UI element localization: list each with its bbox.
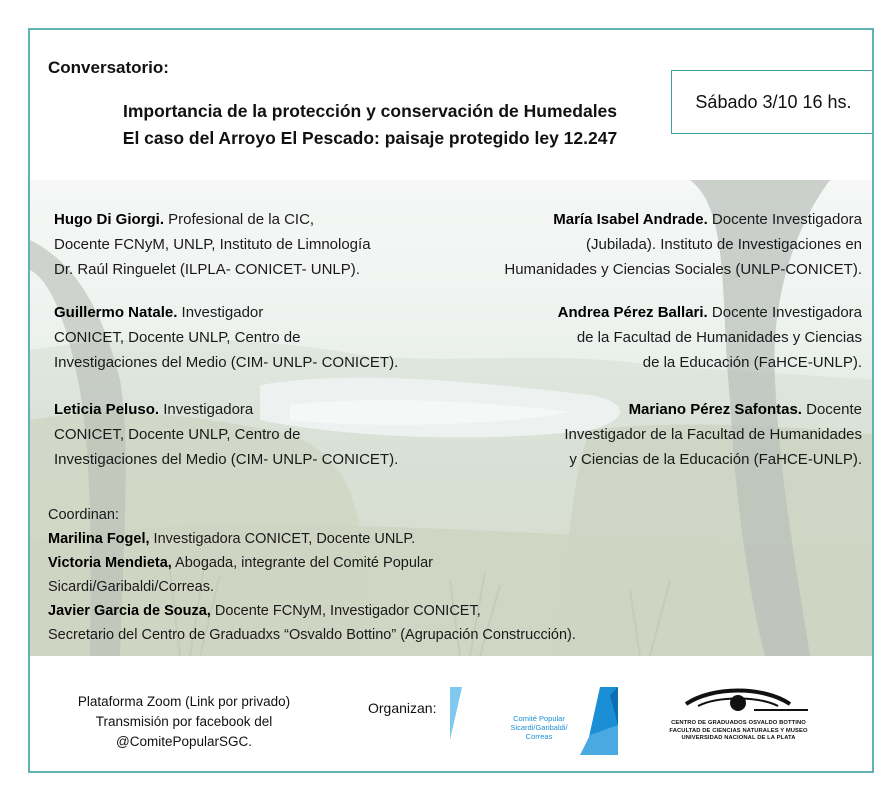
- coordinators-block: Coordinan: Marilina Fogel, Investigadora CONICET, Docente UNLP. Victoria Mendieta, Abogada, integrante del Comité Popular Sicardi/Garibaldi/Correas. Javier Garcia de Souza, Docente FCNyM, Investigador CONICET, Secretario del Centro de Graduadxs “Osvaldo Bottino” (Agrupación Construcción).: [48, 503, 576, 647]
- speaker-name: Guillermo Natale.: [54, 304, 178, 321]
- title-line-1: Importancia de la protección y conservación de Humedales: [122, 101, 618, 121]
- speaker-right-2: Andrea Pérez Ballari. Docente Investigadora de la Facultad de Humanidades y Ciencias de la Educación (FaHCE-UNLP).: [557, 304, 862, 371]
- speaker-name: Mariano Pérez Safontas.: [628, 401, 802, 418]
- speaker-left-3: Leticia Peluso. Investigadora CONICET, Docente UNLP, Centro de Investigaciones del Medio (CIM- UNLP- CONICET).: [54, 401, 399, 468]
- flyer-frame: [28, 28, 874, 773]
- speaker-right-1: María Isabel Andrade. Docente Investigadora (Jubilada). Instituto de Investigaciones en Humanidades y Ciencias Sociales (UNLP-CONICET).: [504, 211, 862, 278]
- date-text: Sábado 3/10 16 hs.: [695, 91, 852, 112]
- comite-logo-text: Comité Popular Sicardi/Garibaldi/ Correas: [510, 714, 568, 741]
- centro-logo-text: CENTRO DE GRADUADOS OSVALDO BOTTINO FACULTAD DE CIENCIAS NATURALES Y MUSEO UNIVERSIDAD NACIONAL DE LA PLATA: [669, 720, 808, 741]
- broadcast-info: Plataforma Zoom (Link por privado) Transmisión por facebook del @ComitePopularSGC.: [77, 694, 291, 749]
- speaker-left-2: Guillermo Natale. Investigador CONICET, Docente UNLP, Centro de Investigaciones del Medio (CIM- UNLP- CONICET).: [54, 304, 399, 371]
- event-title: [70, 98, 670, 152]
- date-box: [671, 70, 874, 134]
- speaker-name: Hugo Di Giorgi.: [54, 211, 164, 228]
- speaker-left-1: Hugo Di Giorgi. Profesional de la CIC, Docente FCNyM, UNLP, Instituto de Limnología Dr. Raúl Ringuelet (ILPLA- CONICET- UNLP).: [54, 211, 371, 278]
- title-line-2: El caso del Arroyo El Pescado: paisaje protegido ley 12.247: [122, 128, 618, 148]
- centro-graduados-eye-logo: [658, 684, 818, 720]
- organizers-label: Organizan:: [368, 700, 437, 716]
- speaker-name: Leticia Peluso.: [54, 401, 160, 418]
- speaker-name: Andrea Pérez Ballari.: [557, 304, 708, 321]
- speaker-right-3: Mariano Pérez Safontas. Docente Investigador de la Facultad de Humanidades y Ciencias de la Educación (FaHCE-UNLP).: [564, 401, 862, 468]
- coordinators-heading: Coordinan:: [48, 507, 119, 523]
- speaker-name: María Isabel Andrade.: [553, 211, 708, 228]
- kicker: Conversatorio:: [48, 58, 169, 77]
